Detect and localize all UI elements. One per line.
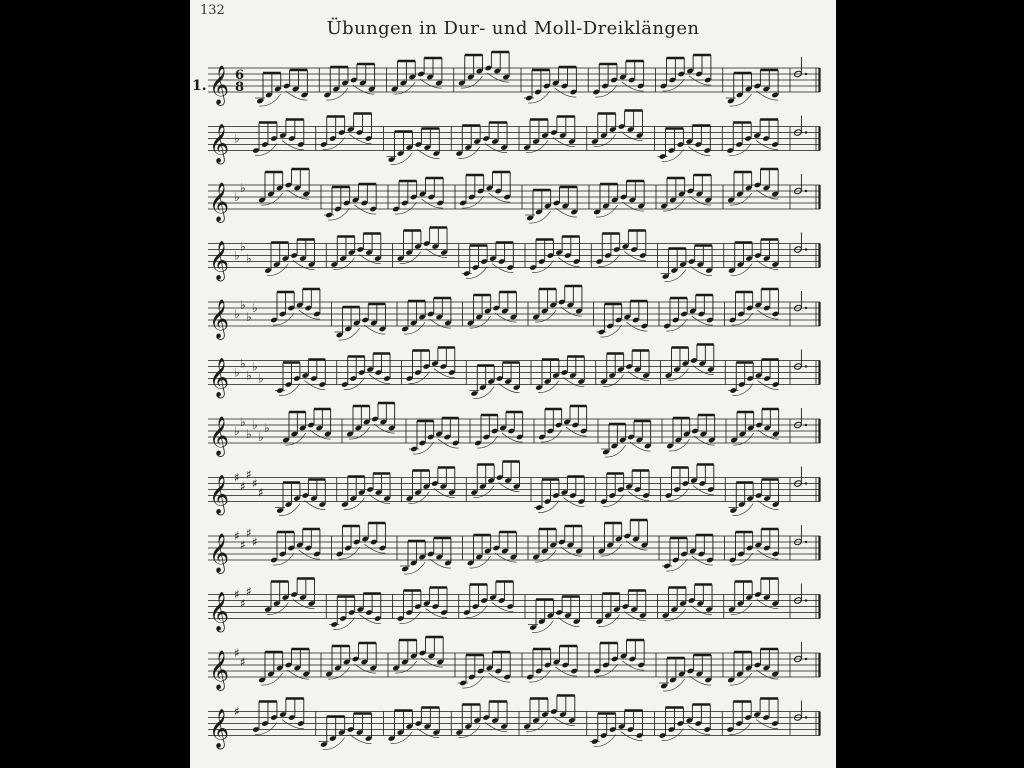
- staff-system-F: [208, 111, 820, 165]
- flat-accidental: ♭: [240, 415, 246, 429]
- dot: [805, 307, 807, 309]
- staff-system-A: [208, 579, 820, 633]
- sharp-accidental: ♯: [234, 587, 240, 602]
- staff-system-D: [208, 637, 820, 691]
- treble-clef-icon: 𝄞: [209, 123, 230, 164]
- sharp-accidental: ♯: [246, 467, 252, 482]
- staff-system-Ab: [208, 286, 820, 340]
- treble-clef-icon: 𝄞: [209, 708, 230, 749]
- treble-clef-icon: 𝄞: [209, 65, 230, 105]
- treble-clef-icon: 𝄞: [209, 533, 230, 573]
- sharp-accidental: ♯: [234, 646, 240, 660]
- flat-accidental: ♭: [240, 298, 246, 312]
- sheet-music-page: [190, 0, 836, 768]
- dot: [805, 482, 807, 484]
- sharp-accidental: ♯: [234, 470, 240, 485]
- staff-system-G: [208, 696, 820, 750]
- treble-clef-icon: 𝄞: [209, 240, 230, 281]
- staff-system-Gb: [208, 403, 820, 457]
- treble-clef-icon: 𝄞: [209, 650, 230, 690]
- dot: [805, 424, 807, 426]
- treble-clef-icon: 𝄞: [209, 591, 230, 632]
- flat-accidental: ♭: [234, 131, 240, 146]
- time-signature-denominator: 8: [235, 80, 245, 95]
- treble-clef-icon: 𝄞: [209, 416, 230, 456]
- exercise-number: 1.: [192, 78, 207, 94]
- treble-clef-icon: 𝄞: [209, 474, 230, 515]
- staff-system-Bb: [208, 169, 820, 223]
- flat-accidental: ♭: [234, 424, 240, 438]
- dot: [805, 73, 807, 75]
- sharp-accidental: ♯: [234, 704, 240, 719]
- page-title: Übungen in Dur- und Moll-Dreiklängen: [326, 18, 700, 39]
- sharp-accidental: ♯: [252, 535, 258, 549]
- flat-accidental: ♭: [258, 371, 264, 386]
- sharp-accidental: ♯: [234, 529, 240, 543]
- sharp-accidental: ♯: [240, 596, 246, 611]
- flat-accidental: ♭: [252, 418, 258, 432]
- flat-accidental: ♭: [240, 356, 246, 371]
- dot: [805, 658, 807, 660]
- staff-system-E: [208, 520, 820, 574]
- dot: [805, 365, 807, 367]
- flat-accidental: ♭: [252, 301, 258, 315]
- flat-accidental: ♭: [246, 368, 252, 383]
- flat-accidental: ♭: [246, 310, 252, 324]
- sharp-accidental: ♯: [246, 584, 252, 599]
- flat-accidental: ♭: [246, 251, 252, 266]
- flat-accidental: ♭: [252, 359, 258, 374]
- dot: [805, 716, 807, 718]
- sharp-accidental: ♯: [240, 655, 246, 669]
- flat-accidental: ♭: [264, 421, 270, 435]
- flat-accidental: ♭: [234, 307, 240, 321]
- flat-accidental: ♭: [240, 181, 246, 195]
- dot: [805, 541, 807, 543]
- flat-accidental: ♭: [246, 427, 252, 441]
- treble-clef-icon: 𝄞: [209, 299, 230, 339]
- staff-system-Db: [208, 345, 820, 399]
- sharp-accidental: ♯: [246, 526, 252, 540]
- time-signature-numerator: 6: [235, 68, 245, 83]
- sharp-accidental: ♯: [240, 538, 246, 552]
- dot: [805, 190, 807, 192]
- dot: [805, 599, 807, 601]
- flat-accidental: ♭: [240, 239, 246, 254]
- page-number: 132: [200, 3, 225, 18]
- flat-accidental: ♭: [258, 430, 264, 444]
- dot: [805, 248, 807, 250]
- treble-clef-icon: 𝄞: [209, 357, 230, 398]
- dot: [805, 131, 807, 133]
- flat-accidental: ♭: [234, 365, 240, 380]
- staff-system-C: [192, 52, 820, 106]
- staff-system-Eb: [208, 228, 820, 282]
- sharp-accidental: ♯: [252, 476, 258, 491]
- sharp-accidental: ♯: [240, 479, 246, 494]
- treble-clef-icon: 𝄞: [209, 182, 230, 222]
- score: [190, 0, 836, 768]
- sharp-accidental: ♯: [258, 485, 264, 500]
- flat-accidental: ♭: [234, 190, 240, 204]
- staff-system-B: [208, 462, 820, 516]
- flat-accidental: ♭: [234, 248, 240, 263]
